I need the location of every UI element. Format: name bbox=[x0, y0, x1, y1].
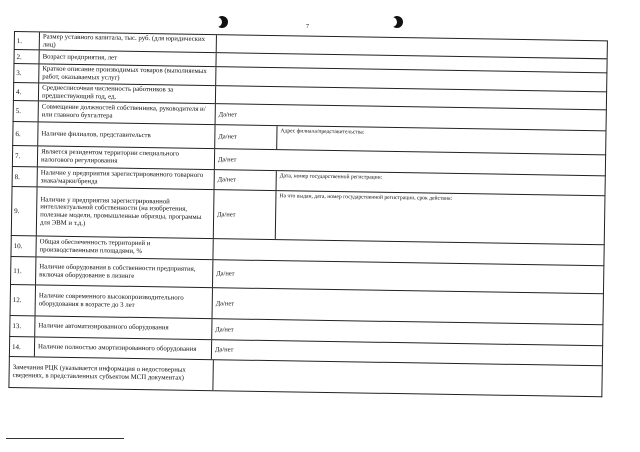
row-number: 5. bbox=[14, 101, 39, 121]
row-label: Наличие у предприятия зарегистрированного товарного знака/марки/бренда bbox=[38, 167, 215, 189]
yes-no-field[interactable]: Да/нет bbox=[215, 325, 234, 333]
row-label: Наличие автоматизированного оборудования bbox=[35, 316, 212, 339]
yes-no-field[interactable]: Да/нет bbox=[218, 110, 238, 119]
questionnaire-table bbox=[8, 31, 608, 397]
row-label: Общая обеспеченность территорией и производственными площадями, % bbox=[36, 236, 213, 259]
row-number: 7. bbox=[13, 146, 38, 166]
row-number: 13. bbox=[10, 316, 35, 336]
detail-field[interactable]: Дата, номер государственной регистрации: bbox=[279, 173, 383, 181]
row-number: 4. bbox=[14, 83, 39, 100]
row-number: 10. bbox=[11, 236, 36, 256]
detail-field[interactable]: Адрес филиала/представительства: bbox=[280, 128, 365, 136]
row-label: Совмещение должностей собственника, руководителя и/или главного бухгалтера bbox=[39, 101, 216, 124]
row-label: Среднесписочная численность работников за предшествующий год, ед. bbox=[39, 83, 216, 103]
row-number: 12. bbox=[11, 285, 36, 315]
row-number: 8. bbox=[13, 167, 38, 186]
page-number: 7 bbox=[306, 24, 309, 30]
yes-no-field[interactable]: Да/нет bbox=[214, 190, 277, 239]
row-number: 2. bbox=[14, 50, 39, 63]
row-label: Краткое описание производимых товаров (выполняемых работ, оказываемых услуг) bbox=[39, 64, 216, 85]
row-number: 9. bbox=[12, 187, 38, 235]
yes-no-field[interactable]: Да/нет bbox=[215, 170, 277, 190]
yes-no-field[interactable]: Да/нет bbox=[215, 125, 277, 149]
yes-no-field[interactable]: Да/нет bbox=[216, 270, 235, 278]
remarks-field[interactable] bbox=[213, 360, 601, 396]
row-label: Наличие полностью амортизированного оборудования bbox=[35, 337, 212, 359]
row-label: Возраст предприятия, лет bbox=[39, 50, 216, 66]
remarks-label: Замечания РЦК (указывается информация о недостоверных сведениях, в представленных субъектом МСП документах) bbox=[9, 357, 213, 390]
row-label: Наличие филиалов, представительств bbox=[38, 122, 215, 148]
row-number: 3. bbox=[14, 64, 39, 82]
row-label: Наличие современного высокопроизводительного оборудования в возрасте до 3 лет bbox=[36, 285, 213, 318]
yes-no-field[interactable]: Да/нет bbox=[215, 299, 235, 307]
row-number: 11. bbox=[11, 257, 36, 284]
crescent-mark-icon bbox=[216, 16, 228, 28]
row-label: Является резидентом территории специального налогового регулирования bbox=[38, 146, 215, 169]
yes-no-field[interactable]: Да/нет bbox=[214, 346, 234, 354]
crescent-mark-icon bbox=[391, 16, 403, 28]
row-label: Наличие у предприятия зарегистрированной интеллектуальной собственности (на изобретения, полезные модели, промышленные образцы, программы для ЭВМ и т.д.) bbox=[37, 187, 215, 238]
row-number: 6. bbox=[13, 122, 38, 145]
row-number: 1. bbox=[15, 32, 40, 49]
footnote-separator bbox=[6, 438, 124, 439]
row-label: Размер уставного капитала, тыс. руб. (для юридических лиц) bbox=[40, 32, 217, 52]
detail-field[interactable]: На что выдан, дата, номер государственной регистрации, срок действия: bbox=[279, 193, 453, 202]
yes-no-field[interactable]: Да/нет bbox=[217, 155, 237, 164]
row-number: 14. bbox=[10, 337, 35, 356]
row-label: Наличие оборудования в собственности предприятия, включая оборудование в лизинге bbox=[36, 257, 213, 287]
